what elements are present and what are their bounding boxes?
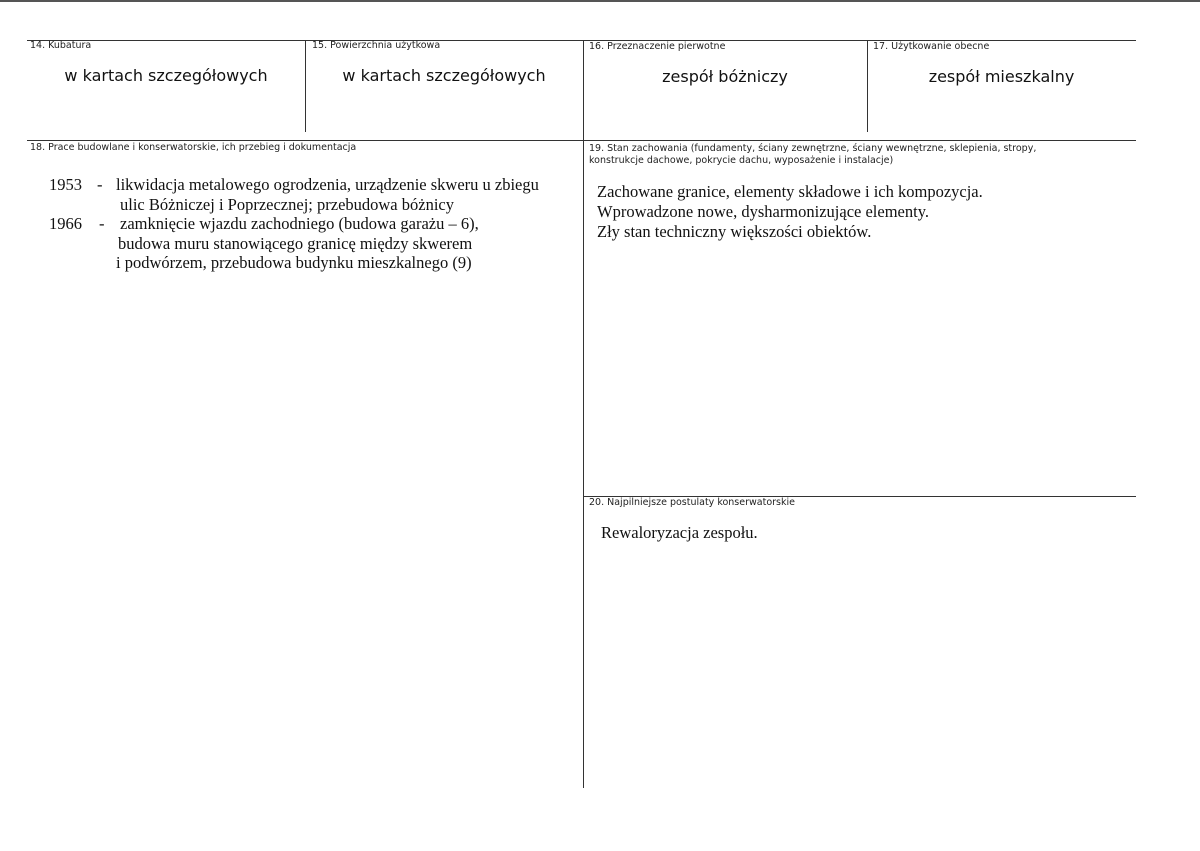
field-20-value: Rewaloryzacja zespołu. [601, 523, 758, 542]
field-18-dash-1966: - [99, 214, 105, 233]
field-18-1966-line-2: budowa muru stanowiącego granicę między skwerem [118, 233, 473, 253]
field-17-value: zespół mieszkalny [928, 67, 1075, 86]
field-20-label: 20. Najpilniejsze postulaty konserwatorskie [589, 497, 795, 508]
field-18-label: 18. Prace budowlane i konserwatorskie, ich przebieg i dokumentacja [30, 142, 357, 153]
field-18-year-1953: 1953 [49, 175, 82, 194]
field-18-dash-1953: - [97, 175, 103, 194]
field-15-value: w kartach szczegółowych [342, 66, 546, 85]
row1-bottom-rule [27, 140, 1136, 141]
field-19-label-line-2: konstrukcje dachowe, pokrycie dachu, wyposażenie i instalacje) [589, 155, 894, 166]
field-16-label: 16. Przeznaczenie pierwotne [589, 41, 726, 52]
field-19-line-1: Zachowane granice, elementy składowe i ich kompozycja. [597, 182, 983, 201]
page-top-border [0, 0, 1200, 2]
field-18-1953-line-1: likwidacja metalowego ogrodzenia, urządzenie skweru u zbiegu [116, 175, 539, 194]
field-19-line-3: Zły stan techniczny większości obiektów. [597, 222, 872, 241]
field-18-year-1966: 1966 [49, 214, 82, 233]
field-14-value: w kartach szczegółowych [64, 66, 268, 85]
field-18-1966-line-3: i podwórzem, przebudowa budynku mieszkalnego (9) [116, 253, 472, 272]
row1-divider-3 [867, 40, 868, 132]
field-18-1953-line-2: ulic Bóżniczej i Poprzecznej; przebudowa bóżnicy [120, 194, 454, 214]
field-18-1966-line-1: zamknięcie wjazdu zachodniego (budowa garażu – 6), [120, 214, 479, 233]
field-15-label: 15. Powierzchnia użytkowa [312, 40, 441, 51]
field-17-label: 17. Użytkowanie obecne [873, 41, 990, 52]
field-19-line-2: Wprowadzone nowe, dysharmonizujące elementy. [597, 202, 930, 221]
center-divider [583, 40, 584, 788]
field-19-label-line-1: 19. Stan zachowania (fundamenty, ściany zewnętrzne, ściany wewnętrzne, sklepienia, stropy, [589, 143, 1037, 154]
field-16-value: zespół bóżniczy [662, 67, 788, 86]
row1-divider-1 [305, 40, 306, 132]
field-14-label: 14. Kubatura [30, 40, 92, 51]
